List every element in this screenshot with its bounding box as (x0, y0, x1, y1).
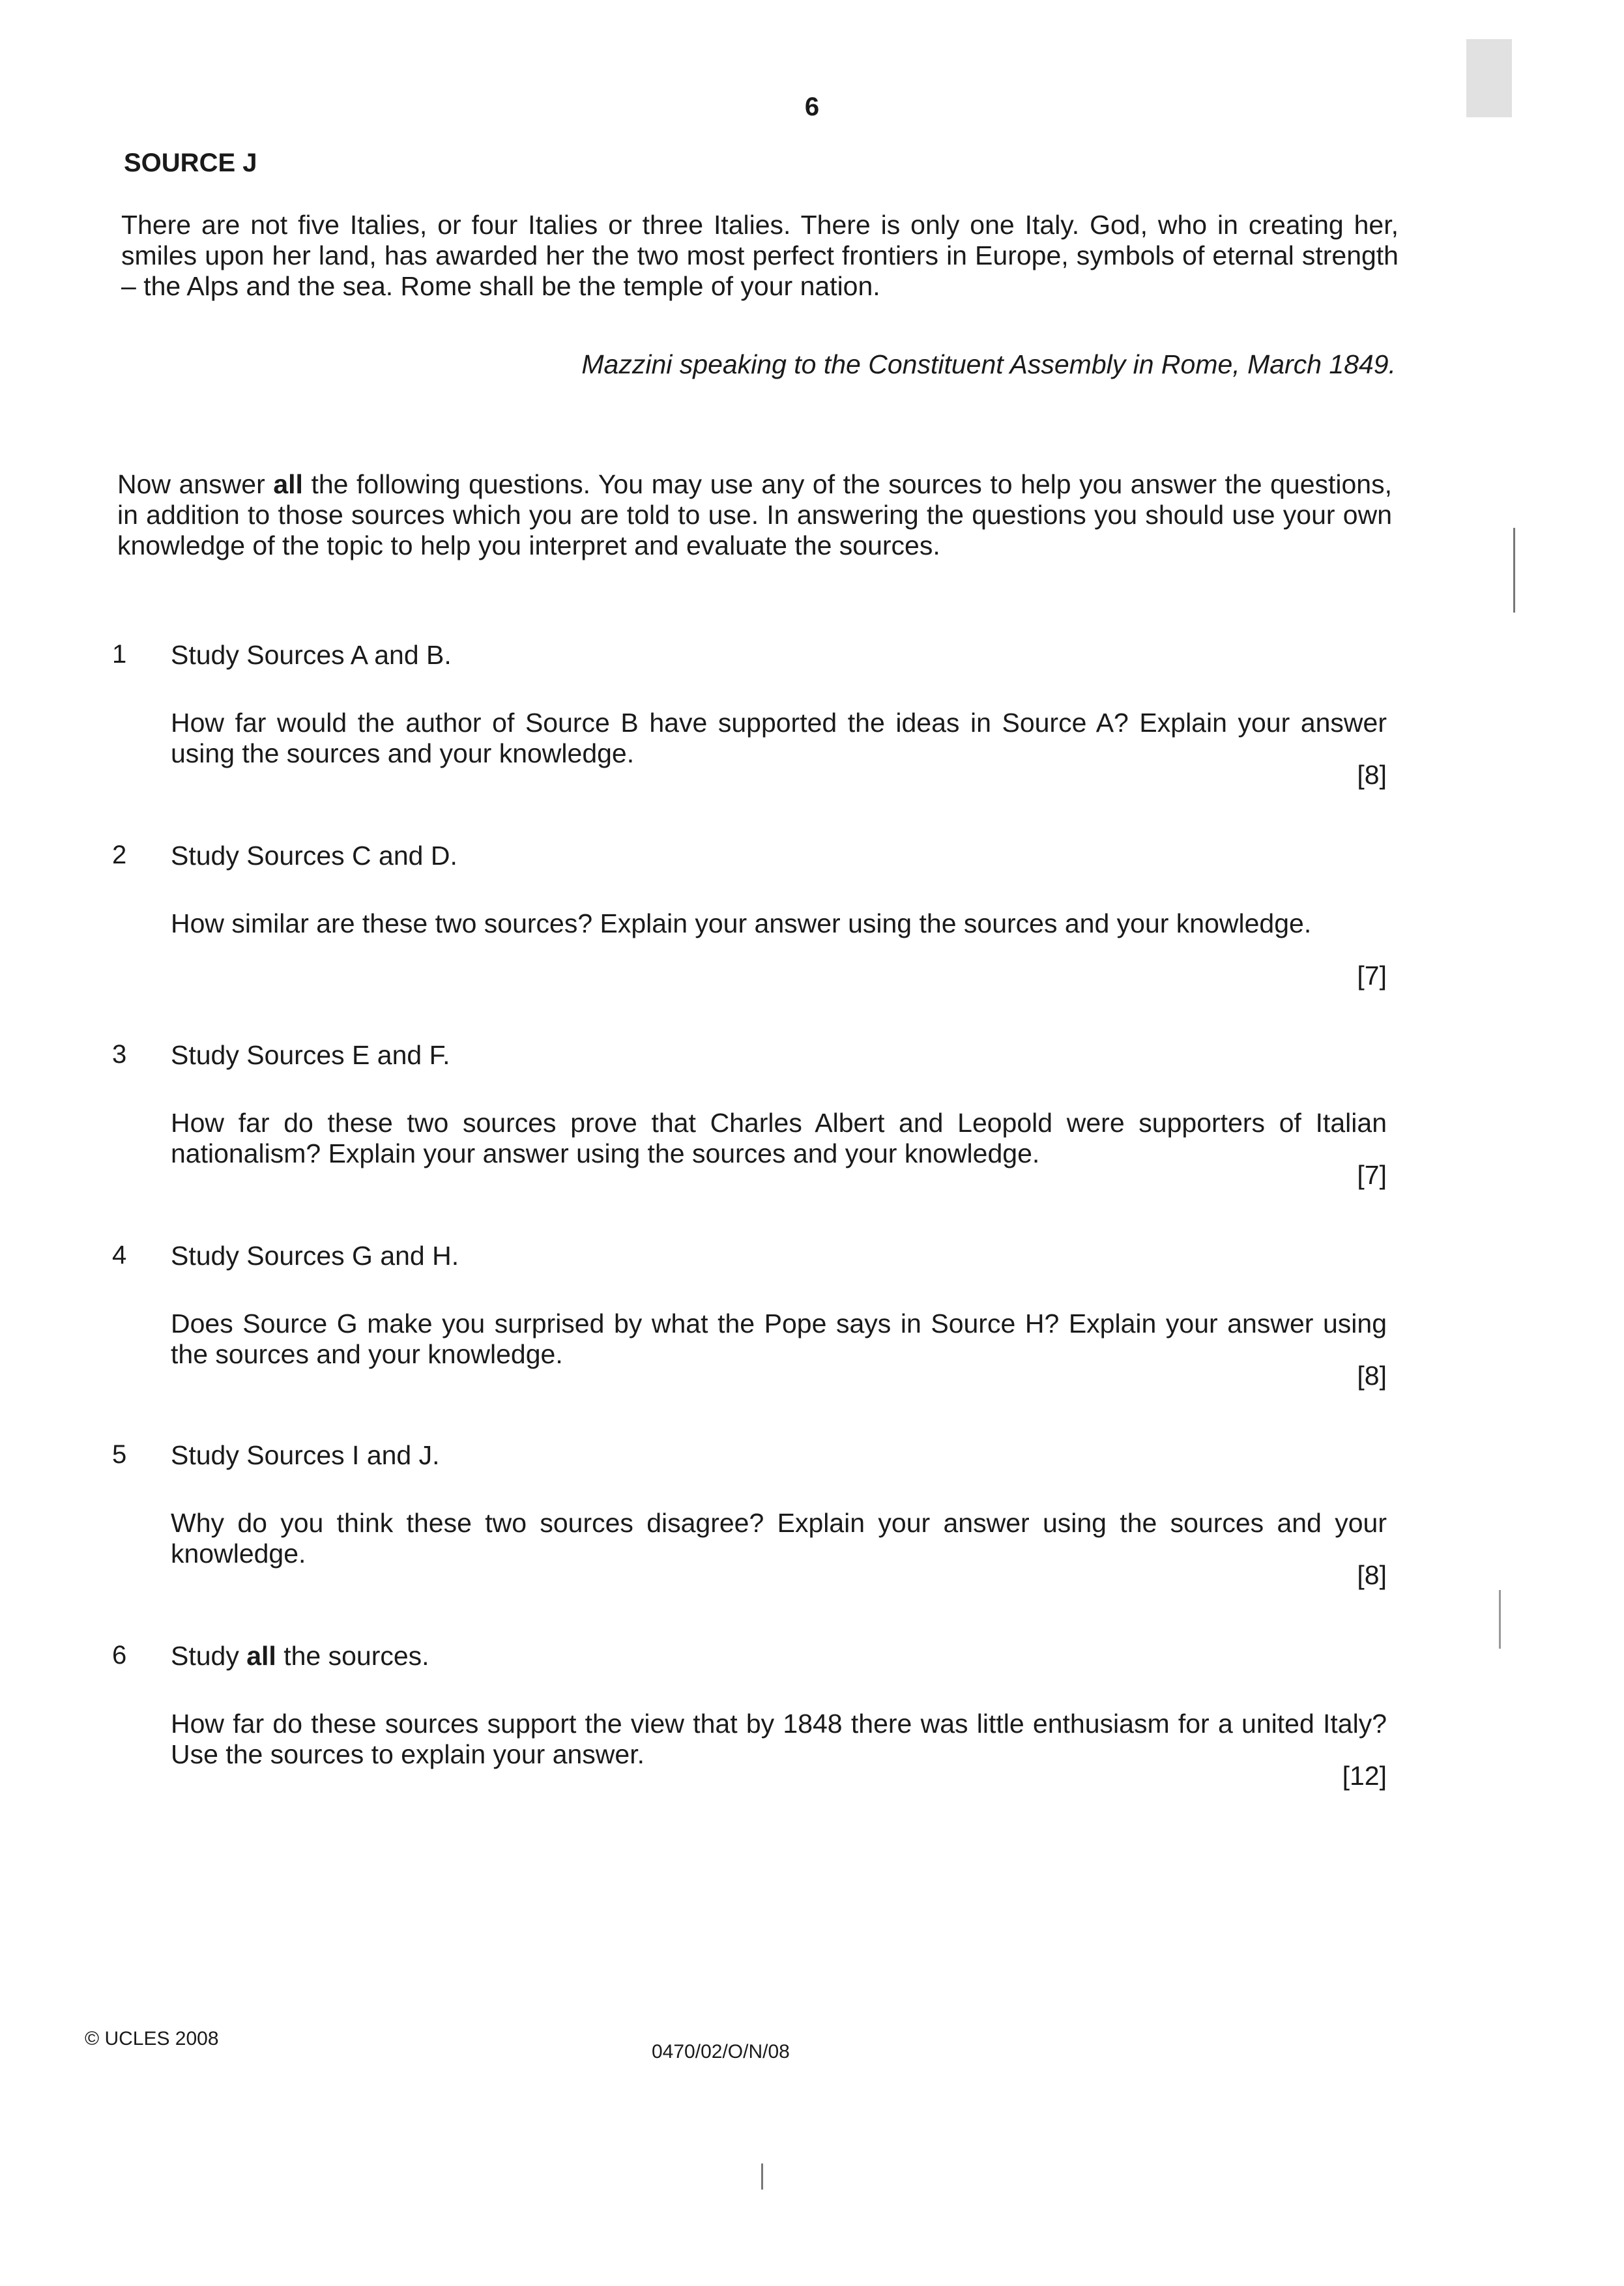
question-instruction: Study Sources C and D. (171, 841, 457, 871)
source-heading: SOURCE J (124, 149, 257, 177)
question-4 (0, 1241, 1624, 1397)
question-text: Does Source G make you surprised by what the Pope says in Source H? Explain your answer using the sources and your knowledge. (171, 1309, 1387, 1369)
question-6 (0, 1641, 1624, 1797)
instructions-emphasis: all (273, 469, 303, 499)
question-marks: [12] (1342, 1761, 1387, 1791)
question-instruction: Study Sources A and B. (171, 640, 452, 670)
question-number: 6 (112, 1641, 127, 1670)
question-2 (0, 841, 1624, 997)
question-number: 5 (112, 1440, 127, 1469)
question-text: How far would the author of Source B have supported the ideas in Source A? Explain your answer using the sources and your knowledge. (171, 708, 1387, 768)
question-marks: [8] (1357, 1560, 1387, 1590)
scan-artifact-right-margin-lower (1499, 1590, 1501, 1649)
question-instruction-part1: Study (171, 1641, 247, 1671)
question-marks: [8] (1357, 1361, 1387, 1391)
scan-artifact-top-right (1466, 39, 1512, 117)
instructions (117, 469, 1392, 561)
source-text: There are not five Italies, or four Italies or three Italies. There is only one Italy. God, who in creating her, smiles upon her land, has awarded her the two most perfect frontiers in Europe, symbols of eternal strength – the Alps and the sea. Rome shall be the temple of your nation. (121, 210, 1399, 301)
scan-artifact-right-margin (1513, 528, 1515, 613)
question-instruction: Study Sources I and J. (171, 1440, 440, 1470)
scan-artifact-bottom (761, 2163, 763, 2190)
question-text: How far do these two sources prove that Charles Albert and Leopold were supporters of Italian nationalism? Explain your answer using the sources and your knowledge. (171, 1108, 1387, 1168)
page-number: 6 (804, 93, 820, 121)
footer-copyright: © UCLES 2008 (85, 2028, 219, 2049)
question-instruction (171, 1641, 429, 1671)
instructions-part1: Now answer (117, 469, 274, 499)
question-3 (0, 1040, 1624, 1196)
footer-code: 0470/02/O/N/08 (652, 2041, 790, 2062)
question-instruction-emphasis: all (246, 1641, 276, 1671)
question-text: Why do you think these two sources disagree? Explain your answer using the sources and your knowledge. (171, 1508, 1387, 1569)
question-marks: [7] (1357, 1160, 1387, 1190)
question-instruction: Study Sources E and F. (171, 1040, 450, 1070)
question-marks: [7] (1357, 961, 1387, 991)
source-attribution: Mazzini speaking to the Constituent Assembly in Rome, March 1849. (581, 349, 1396, 379)
question-number: 4 (112, 1241, 127, 1269)
question-text: How similar are these two sources? Explain your answer using the sources and your knowledge. (171, 908, 1312, 938)
question-instruction: Study Sources G and H. (171, 1241, 459, 1271)
instructions-part2: the following questions. You may use any of the sources to help you answer the questions, in addition to those sources which you are told to use. In answering the questions you should use your own knowledge of the topic to help you interpret and evaluate the sources. (117, 469, 1392, 560)
question-instruction-part2: the sources. (276, 1641, 429, 1671)
question-text: How far do these sources support the view that by 1848 there was little enthusiasm for a united Italy? Use the sources to explain your answer. (171, 1709, 1387, 1769)
question-number: 1 (112, 640, 127, 669)
question-5 (0, 1440, 1624, 1597)
question-number: 2 (112, 841, 127, 869)
question-marks: [8] (1357, 760, 1387, 790)
question-number: 3 (112, 1040, 127, 1069)
question-1 (0, 640, 1624, 796)
